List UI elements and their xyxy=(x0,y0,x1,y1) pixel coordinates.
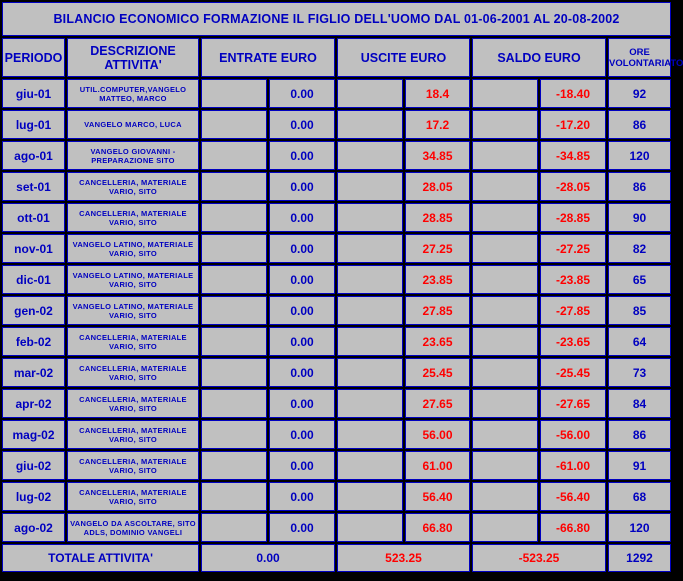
period-cell: ott-01 xyxy=(2,203,65,232)
entrate-cell: 0.00 xyxy=(269,358,335,387)
saldo-spacer-cell xyxy=(472,296,538,325)
header-entrate: ENTRATE EURO xyxy=(201,38,335,77)
uscite-spacer-cell xyxy=(337,389,403,418)
entrate-cell: 0.00 xyxy=(269,234,335,263)
ore-cell: 85 xyxy=(608,296,671,325)
period-cell: giu-01 xyxy=(2,79,65,108)
uscite-cell: 23.85 xyxy=(405,265,470,294)
ore-cell: 90 xyxy=(608,203,671,232)
totals-label: TOTALE ATTIVITA' xyxy=(2,544,199,572)
saldo-spacer-cell xyxy=(472,358,538,387)
uscite-spacer-cell xyxy=(337,327,403,356)
saldo-spacer-cell xyxy=(472,110,538,139)
saldo-spacer-cell xyxy=(472,389,538,418)
entrate-spacer-cell xyxy=(201,420,267,449)
saldo-cell: -34.85 xyxy=(540,141,606,170)
entrate-spacer-cell xyxy=(201,296,267,325)
entrate-cell: 0.00 xyxy=(269,296,335,325)
description-cell: CANCELLERIA, MATERIALE VARIO, SITO xyxy=(67,358,199,387)
description-cell: VANGELO LATINO, MATERIALE VARIO, SITO xyxy=(67,234,199,263)
description-cell: VANGELO GIOVANNI - PREPARAZIONE SITO xyxy=(67,141,199,170)
saldo-spacer-cell xyxy=(472,482,538,511)
table-row xyxy=(2,110,671,139)
entrate-cell: 0.00 xyxy=(269,203,335,232)
entrate-cell: 0.00 xyxy=(269,451,335,480)
entrate-cell: 0.00 xyxy=(269,110,335,139)
saldo-cell: -66.80 xyxy=(540,513,606,542)
period-cell: mar-02 xyxy=(2,358,65,387)
saldo-spacer-cell xyxy=(472,420,538,449)
entrate-spacer-cell xyxy=(201,110,267,139)
header-periodo: PERIODO xyxy=(2,38,65,77)
entrate-cell: 0.00 xyxy=(269,265,335,294)
description-cell: CANCELLERIA, MATERIALE VARIO, SITO xyxy=(67,482,199,511)
totals-row xyxy=(2,544,671,572)
entrate-spacer-cell xyxy=(201,141,267,170)
saldo-cell: -28.05 xyxy=(540,172,606,201)
saldo-cell: -25.45 xyxy=(540,358,606,387)
table-row xyxy=(2,482,671,511)
saldo-cell: -56.40 xyxy=(540,482,606,511)
uscite-spacer-cell xyxy=(337,513,403,542)
entrate-spacer-cell xyxy=(201,327,267,356)
uscite-cell: 25.45 xyxy=(405,358,470,387)
entrate-cell: 0.00 xyxy=(269,172,335,201)
table-row xyxy=(2,141,671,170)
entrate-spacer-cell xyxy=(201,451,267,480)
uscite-cell: 34.85 xyxy=(405,141,470,170)
uscite-spacer-cell xyxy=(337,234,403,263)
table-row xyxy=(2,265,671,294)
uscite-spacer-cell xyxy=(337,172,403,201)
entrate-spacer-cell xyxy=(201,389,267,418)
uscite-cell: 27.65 xyxy=(405,389,470,418)
description-cell: CANCELLERIA, MATERIALE VARIO, SITO xyxy=(67,172,199,201)
saldo-spacer-cell xyxy=(472,172,538,201)
uscite-spacer-cell xyxy=(337,79,403,108)
description-cell: CANCELLERIA, MATERIALE VARIO, SITO xyxy=(67,389,199,418)
ore-cell: 84 xyxy=(608,389,671,418)
entrate-cell: 0.00 xyxy=(269,141,335,170)
ore-cell: 86 xyxy=(608,420,671,449)
header-saldo: SALDO EURO xyxy=(472,38,606,77)
totals-entrate: 0.00 xyxy=(201,544,335,572)
description-cell: VANGELO LATINO, MATERIALE VARIO, SITO xyxy=(67,265,199,294)
period-cell: lug-01 xyxy=(2,110,65,139)
saldo-spacer-cell xyxy=(472,234,538,263)
saldo-spacer-cell xyxy=(472,451,538,480)
saldo-cell: -23.85 xyxy=(540,265,606,294)
table-row xyxy=(2,296,671,325)
uscite-cell: 28.85 xyxy=(405,203,470,232)
saldo-cell: -27.25 xyxy=(540,234,606,263)
uscite-cell: 56.40 xyxy=(405,482,470,511)
entrate-spacer-cell xyxy=(201,358,267,387)
saldo-cell: -17.20 xyxy=(540,110,606,139)
ore-cell: 82 xyxy=(608,234,671,263)
ore-cell: 86 xyxy=(608,172,671,201)
ore-cell: 120 xyxy=(608,141,671,170)
ore-cell: 120 xyxy=(608,513,671,542)
totals-ore: 1292 xyxy=(608,544,671,572)
entrate-cell: 0.00 xyxy=(269,482,335,511)
uscite-spacer-cell xyxy=(337,296,403,325)
ore-cell: 65 xyxy=(608,265,671,294)
entrate-spacer-cell xyxy=(201,482,267,511)
description-cell: CANCELLERIA, MATERIALE VARIO, SITO xyxy=(67,451,199,480)
period-cell: lug-02 xyxy=(2,482,65,511)
saldo-cell: -61.00 xyxy=(540,451,606,480)
period-cell: ago-02 xyxy=(2,513,65,542)
ore-cell: 91 xyxy=(608,451,671,480)
entrate-spacer-cell xyxy=(201,234,267,263)
ore-cell: 86 xyxy=(608,110,671,139)
saldo-spacer-cell xyxy=(472,327,538,356)
uscite-cell: 27.25 xyxy=(405,234,470,263)
uscite-cell: 23.65 xyxy=(405,327,470,356)
period-cell: gen-02 xyxy=(2,296,65,325)
uscite-cell: 18.4 xyxy=(405,79,470,108)
description-cell: UTIL.COMPUTER,VANGELO MATTEO, MARCO xyxy=(67,79,199,108)
period-cell: mag-02 xyxy=(2,420,65,449)
period-cell: nov-01 xyxy=(2,234,65,263)
description-cell: VANGELO MARCO, LUCA xyxy=(67,110,199,139)
table-row xyxy=(2,358,671,387)
entrate-cell: 0.00 xyxy=(269,79,335,108)
saldo-spacer-cell xyxy=(472,79,538,108)
uscite-spacer-cell xyxy=(337,451,403,480)
table-row xyxy=(2,389,671,418)
uscite-spacer-cell xyxy=(337,110,403,139)
entrate-spacer-cell xyxy=(201,172,267,201)
page-title: BILANCIO ECONOMICO FORMAZIONE IL FIGLIO DELL'UOMO DAL 01-06-2001 AL 20-08-2002 xyxy=(2,2,671,36)
entrate-spacer-cell xyxy=(201,203,267,232)
table-row xyxy=(2,203,671,232)
uscite-spacer-cell xyxy=(337,482,403,511)
entrate-cell: 0.00 xyxy=(269,513,335,542)
description-cell: VANGELO LATINO, MATERIALE VARIO, SITO xyxy=(67,296,199,325)
uscite-cell: 61.00 xyxy=(405,451,470,480)
header-descrizione: DESCRIZIONE ATTIVITA' xyxy=(67,38,199,77)
uscite-cell: 17.2 xyxy=(405,110,470,139)
saldo-cell: -18.40 xyxy=(540,79,606,108)
ore-cell: 68 xyxy=(608,482,671,511)
totals-saldo: -523.25 xyxy=(472,544,606,572)
uscite-spacer-cell xyxy=(337,203,403,232)
table-row xyxy=(2,327,671,356)
totals-uscite: 523.25 xyxy=(337,544,470,572)
saldo-cell: -28.85 xyxy=(540,203,606,232)
period-cell: ago-01 xyxy=(2,141,65,170)
uscite-cell: 27.85 xyxy=(405,296,470,325)
ore-cell: 73 xyxy=(608,358,671,387)
uscite-cell: 66.80 xyxy=(405,513,470,542)
description-cell: CANCELLERIA, MATERIALE VARIO, SITO xyxy=(67,327,199,356)
period-cell: apr-02 xyxy=(2,389,65,418)
entrate-spacer-cell xyxy=(201,79,267,108)
entrate-spacer-cell xyxy=(201,513,267,542)
saldo-cell: -23.65 xyxy=(540,327,606,356)
header-uscite: USCITE EURO xyxy=(337,38,470,77)
table-row xyxy=(2,451,671,480)
saldo-spacer-cell xyxy=(472,203,538,232)
entrate-spacer-cell xyxy=(201,265,267,294)
uscite-spacer-cell xyxy=(337,141,403,170)
table-row xyxy=(2,172,671,201)
saldo-spacer-cell xyxy=(472,513,538,542)
uscite-spacer-cell xyxy=(337,265,403,294)
description-cell: CANCELLERIA, MATERIALE VARIO, SITO xyxy=(67,420,199,449)
uscite-cell: 56.00 xyxy=(405,420,470,449)
period-cell: dic-01 xyxy=(2,265,65,294)
saldo-spacer-cell xyxy=(472,265,538,294)
entrate-cell: 0.00 xyxy=(269,420,335,449)
uscite-spacer-cell xyxy=(337,420,403,449)
table-row xyxy=(2,420,671,449)
description-cell: CANCELLERIA, MATERIALE VARIO, SITO xyxy=(67,203,199,232)
description-cell: VANGELO DA ASCOLTARE, SITO ADLS, DOMINIO VANGELI xyxy=(67,513,199,542)
period-cell: set-01 xyxy=(2,172,65,201)
ore-cell: 92 xyxy=(608,79,671,108)
entrate-cell: 0.00 xyxy=(269,389,335,418)
uscite-spacer-cell xyxy=(337,358,403,387)
period-cell: giu-02 xyxy=(2,451,65,480)
entrate-cell: 0.00 xyxy=(269,327,335,356)
table-row xyxy=(2,79,671,108)
saldo-cell: -27.65 xyxy=(540,389,606,418)
saldo-cell: -27.85 xyxy=(540,296,606,325)
ore-cell: 64 xyxy=(608,327,671,356)
table-row xyxy=(2,234,671,263)
saldo-cell: -56.00 xyxy=(540,420,606,449)
table-row xyxy=(2,513,671,542)
period-cell: feb-02 xyxy=(2,327,65,356)
saldo-spacer-cell xyxy=(472,141,538,170)
uscite-cell: 28.05 xyxy=(405,172,470,201)
header-ore: ORE VOLONTARIATO xyxy=(608,38,671,77)
